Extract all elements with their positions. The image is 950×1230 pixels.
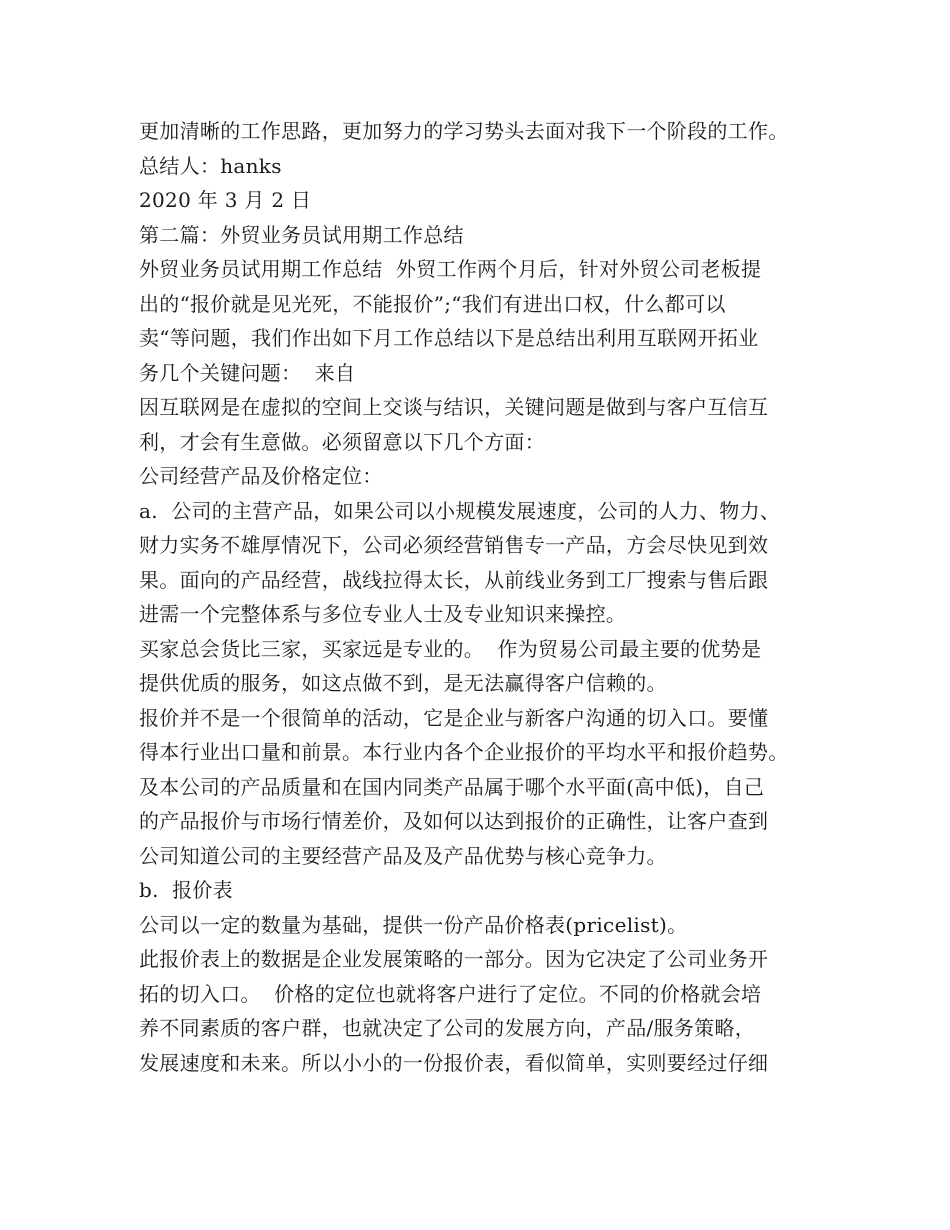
text-line: 更加清晰的工作思路，更加努力的学习势头去面对我下一个阶段的工作。 <box>139 119 789 143</box>
text-line: 买家总会货比三家，买家远是专业的。 作为贸易公司最主要的优势是 <box>139 636 762 661</box>
author-line: 总结人：hanks <box>139 153 282 178</box>
text-line: 果。面向的产品经营，战线拉得太长，从前线业务到工厂搜索与售后跟 <box>139 567 769 592</box>
text-line: 因互联网是在虚拟的空间上交谈与结识，关键问题是做到与客户互信互 <box>139 395 769 419</box>
text-line: 卖“等问题，我们作出如下月工作总结以下是总结出利用互联网开拓业 <box>139 326 759 350</box>
text-line: 进需一个完整体系与多位专业人士及专业知识来操控。 <box>139 602 627 626</box>
text-line: 公司知道公司的主要经营产品及及产品优势与核心竞争力。 <box>139 843 667 868</box>
text-line: 利，才会有生意做。必须留意以下几个方面： <box>139 429 545 454</box>
subheading: b. 报价表 <box>139 878 233 902</box>
text-line: 财力实务不雄厚情况下，公司必须经营销售专一产品，方会尽快见到效 <box>139 533 769 557</box>
text-line: 提供优质的服务，如这点做不到，是无法赢得客户信赖的。 <box>139 671 667 695</box>
section-title: 第二篇：外贸业务员试用期工作总结 <box>139 222 464 247</box>
text-line: 出的“报价就是见光死，不能报价”;“我们有进出口权，什么都可以 <box>139 291 726 316</box>
text-line: 外贸业务员试用期工作总结 外贸工作两个月后，针对外贸公司老板提 <box>139 257 762 281</box>
text-line: 发展速度和未来。所以小小的一份报价表，看似简单，实则要经过仔细 <box>139 1050 769 1075</box>
text-line: 公司以一定的数量为基础，提供一份产品价格表(pricelist)。 <box>139 912 688 937</box>
text-line: a. 公司的主营产品，如果公司以小规模发展速度，公司的人力、物力、 <box>139 498 781 523</box>
text-line: 报价并不是一个很简单的活动，它是企业与新客户沟通的切入口。要懂 <box>139 705 769 730</box>
text-line: 及本公司的产品质量和在国内同类产品属于哪个水平面(高中低)，自己 <box>139 774 765 799</box>
text-line: 得本行业出口量和前景。本行业内各个企业报价的平均水平和报价趋势。 <box>139 740 789 764</box>
text-line: 此报价表上的数据是企业发展策略的一部分。因为它决定了公司业务开 <box>139 947 769 971</box>
subheading: 公司经营产品及价格定位： <box>139 464 383 488</box>
text-line: 养不同素质的客户群，也就决定了公司的发展方向，产品/服务策略， <box>139 1016 756 1040</box>
text-line: 拓的切入口。 价格的定位也就将客户进行了定位。不同的价格就会培 <box>139 981 762 1006</box>
date-line: 2020 年 3 月 2 日 <box>139 188 312 212</box>
text-line: 务几个关键问题： 来自 <box>139 360 356 385</box>
document-body <box>139 114 829 1080</box>
text-line: 的产品报价与市场行情差价，及如何以达到报价的正确性，让客户查到 <box>139 809 769 833</box>
